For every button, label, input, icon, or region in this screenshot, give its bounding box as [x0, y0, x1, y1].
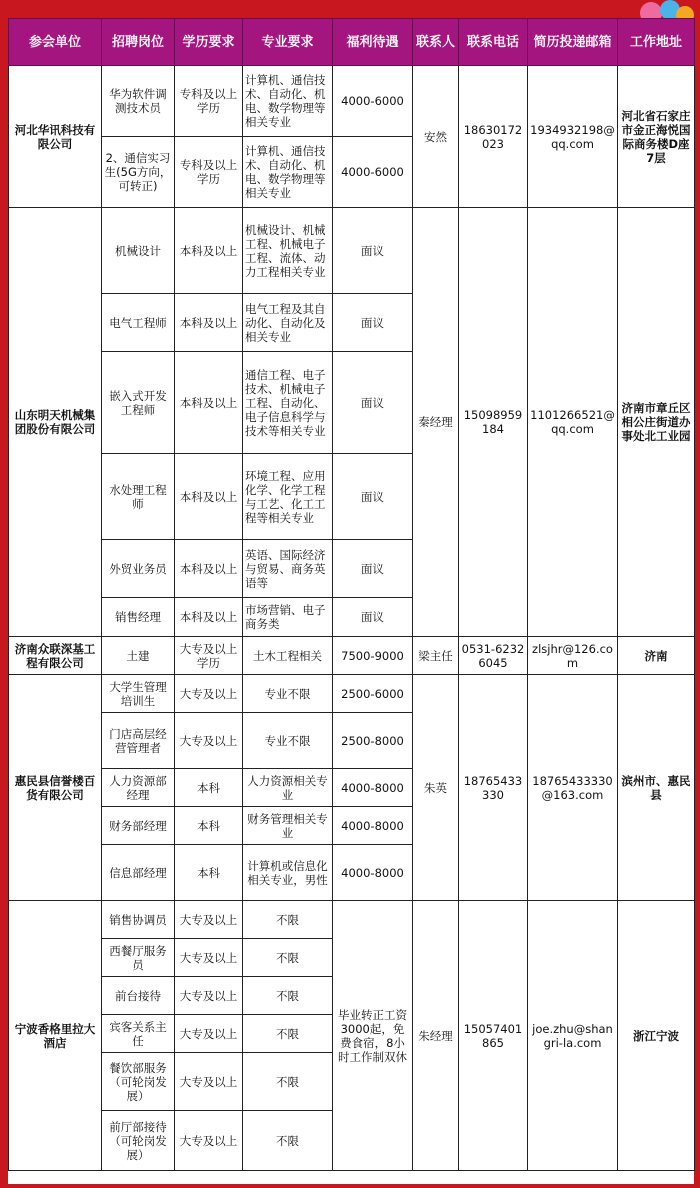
job-education: 本科及以上 — [175, 352, 243, 454]
job-major: 专业不限 — [243, 675, 333, 713]
table-row — [9, 675, 695, 713]
job-salary: 毕业转正工资3000起，免费食宿，8小时工作制双休 — [333, 901, 413, 1171]
job-title: 门店高层经营管理者 — [102, 713, 175, 769]
job-education: 本科及以上 — [175, 454, 243, 540]
table-row — [9, 901, 695, 939]
job-major: 财务管理相关专业 — [243, 807, 333, 845]
job-education: 本科 — [175, 807, 243, 845]
col-header-phone: 联系电话 — [459, 19, 528, 66]
job-major: 不限 — [243, 977, 333, 1015]
job-title: 水处理工程师 — [102, 454, 175, 540]
job-education: 大专及以上 — [175, 901, 243, 939]
job-title: 外贸业务员 — [102, 540, 175, 598]
job-title: 华为软件调测技术员 — [102, 66, 175, 137]
contact-person: 朱经理 — [413, 901, 459, 1171]
job-title: 2、通信实习生(5G方向，可转正) — [102, 137, 175, 208]
job-education: 本科 — [175, 769, 243, 807]
contact-person: 梁主任 — [413, 637, 459, 675]
job-major: 不限 — [243, 1015, 333, 1053]
job-major: 不限 — [243, 901, 333, 939]
work-address: 浙江宁波 — [618, 901, 695, 1171]
contact-phone: 0531-62326045 — [459, 637, 528, 675]
job-title: 大学生管理培训生 — [102, 675, 175, 713]
job-salary: 面议 — [333, 454, 413, 540]
job-education: 本科 — [175, 845, 243, 901]
header-row — [9, 19, 695, 66]
job-major: 不限 — [243, 1053, 333, 1111]
job-salary: 面议 — [333, 208, 413, 294]
job-major: 土木工程相关 — [243, 637, 333, 675]
work-address: 济南 — [618, 637, 695, 675]
job-major: 专业不限 — [243, 713, 333, 769]
job-education: 大专及以上 — [175, 675, 243, 713]
job-salary: 7500-9000 — [333, 637, 413, 675]
job-title: 销售经理 — [102, 598, 175, 637]
job-education: 大专及以上学历 — [175, 637, 243, 675]
contact-person: 秦经理 — [413, 208, 459, 637]
job-title: 机械设计 — [102, 208, 175, 294]
job-title: 土建 — [102, 637, 175, 675]
job-title: 嵌入式开发工程师 — [102, 352, 175, 454]
contact-email: joe.zhu@shangri-la.com — [528, 901, 618, 1171]
contact-phone: 15098959184 — [459, 208, 528, 637]
job-salary: 面议 — [333, 352, 413, 454]
contact-phone: 18630172023 — [459, 66, 528, 208]
job-salary: 4000-6000 — [333, 137, 413, 208]
job-title: 人力资源部经理 — [102, 769, 175, 807]
job-major: 环境工程、应用化学、化学工程与工艺、化工工程等相关专业 — [243, 454, 333, 540]
contact-email: zlsjhr@126.com — [528, 637, 618, 675]
job-major: 机械设计、机械工程、机械电子工程、流体、动力工程相关专业 — [243, 208, 333, 294]
table-row — [9, 208, 695, 294]
job-major: 英语、国际经济与贸易、商务英语等 — [243, 540, 333, 598]
job-major: 人力资源相关专业 — [243, 769, 333, 807]
job-title: 销售协调员 — [102, 901, 175, 939]
company-name: 山东明天机械集团股份有限公司 — [9, 208, 102, 637]
contact-person: 朱英 — [413, 675, 459, 901]
contact-email: 1934932198@qq.com — [528, 66, 618, 208]
col-header-major: 专业要求 — [243, 19, 333, 66]
job-education: 大专及以上 — [175, 1111, 243, 1171]
job-major: 计算机、通信技术、自动化、机电、数学物理等相关专业 — [243, 66, 333, 137]
job-salary: 4000-8000 — [333, 769, 413, 807]
contact-email: 1101266521@qq.com — [528, 208, 618, 637]
job-education: 本科及以上 — [175, 208, 243, 294]
col-header-education: 学历要求 — [175, 19, 243, 66]
company-name: 宁波香格里拉大酒店 — [9, 901, 102, 1171]
company-name: 惠民县信誉楼百货有限公司 — [9, 675, 102, 901]
job-salary: 2500-6000 — [333, 675, 413, 713]
job-title: 电气工程师 — [102, 294, 175, 352]
job-salary: 4000-8000 — [333, 845, 413, 901]
job-education: 本科及以上 — [175, 540, 243, 598]
job-education: 本科及以上 — [175, 598, 243, 637]
col-header-position: 招聘岗位 — [102, 19, 175, 66]
job-major: 市场营销、电子商务类 — [243, 598, 333, 637]
job-major: 不限 — [243, 939, 333, 977]
job-major: 不限 — [243, 1111, 333, 1171]
company-name: 河北华讯科技有限公司 — [9, 66, 102, 208]
job-salary: 2500-8000 — [333, 713, 413, 769]
company-name: 济南众联深基工程有限公司 — [9, 637, 102, 675]
table-row — [9, 637, 695, 675]
job-education: 专科及以上学历 — [175, 137, 243, 208]
job-education: 大专及以上 — [175, 713, 243, 769]
job-title: 信息部经理 — [102, 845, 175, 901]
job-education: 专科及以上学历 — [175, 66, 243, 137]
work-address: 济南市章丘区相公庄街道办事处北工业园 — [618, 208, 695, 637]
job-education: 大专及以上 — [175, 977, 243, 1015]
contact-email: 18765433330@163.com — [528, 675, 618, 901]
job-title: 财务部经理 — [102, 807, 175, 845]
job-education: 本科及以上 — [175, 294, 243, 352]
job-title: 前厅部接待（可轮岗发展） — [102, 1111, 175, 1171]
job-title: 宾客关系主任 — [102, 1015, 175, 1053]
job-salary: 面议 — [333, 598, 413, 637]
work-address: 滨州市、惠民县 — [618, 675, 695, 901]
job-salary: 4000-8000 — [333, 807, 413, 845]
col-header-contact: 联系人 — [413, 19, 459, 66]
contact-person: 安然 — [413, 66, 459, 208]
table-row — [9, 66, 695, 137]
col-header-email: 简历投递邮箱 — [528, 19, 618, 66]
contact-phone: 18765433330 — [459, 675, 528, 901]
job-major: 电气工程及其自动化、自动化及相关专业 — [243, 294, 333, 352]
work-address: 河北省石家庄市金正海悦国际商务楼D座7层 — [618, 66, 695, 208]
job-education: 大专及以上 — [175, 1015, 243, 1053]
recruitment-table — [8, 18, 695, 1171]
job-title: 西餐厅服务员 — [102, 939, 175, 977]
job-salary: 面议 — [333, 294, 413, 352]
col-header-salary: 福利待遇 — [333, 19, 413, 66]
job-major: 通信工程、电子技术、机械电子工程、自动化、电子信息科学与技术等相关专业 — [243, 352, 333, 454]
job-major: 计算机、通信技术、自动化、机电、数学物理等相关专业 — [243, 137, 333, 208]
contact-phone: 15057401865 — [459, 901, 528, 1171]
job-major: 计算机或信息化相关专业，男性 — [243, 845, 333, 901]
col-header-address: 工作地址 — [618, 19, 695, 66]
col-header-company: 参会单位 — [9, 19, 102, 66]
job-education: 大专及以上 — [175, 939, 243, 977]
job-salary: 4000-6000 — [333, 66, 413, 137]
job-title: 前台接待 — [102, 977, 175, 1015]
job-title: 餐饮部服务（可轮岗发展） — [102, 1053, 175, 1111]
job-salary: 面议 — [333, 540, 413, 598]
job-education: 大专及以上 — [175, 1053, 243, 1111]
